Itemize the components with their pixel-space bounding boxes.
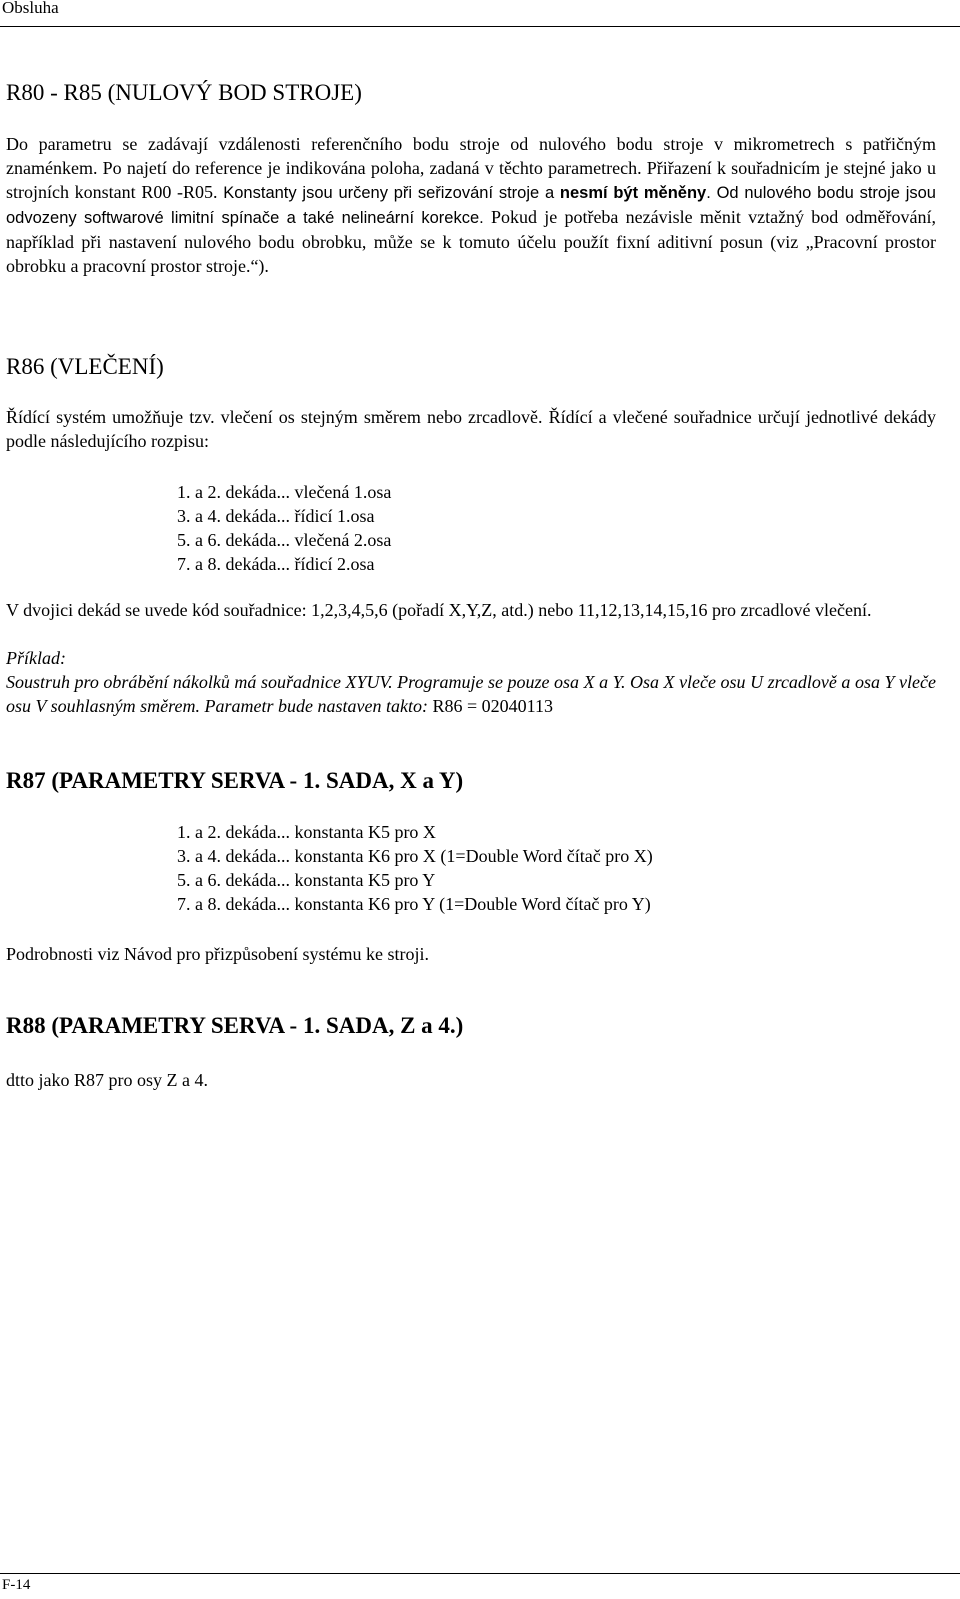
r86-decade-list: [177, 480, 391, 576]
r80-text-bold: nesmí být měněny: [559, 184, 707, 202]
list-item: 5. a 6. dekáda... vlečená 2.osa: [177, 530, 392, 550]
section-title-r86: R86 (VLEČENÍ): [6, 354, 164, 379]
section-title-r80: R80 - R85 (NULOVÝ BOD STROJE): [6, 80, 362, 105]
list-item: 1. a 2. dekáda... konstanta K5 pro X: [177, 822, 436, 842]
page-number: F-14: [2, 1577, 31, 1593]
example-paragraph: [6, 670, 936, 718]
footer-divider: [0, 1573, 960, 1574]
r88-paragraph: dtto jako R87 pro osy Z a 4.: [6, 1070, 208, 1090]
r80-text-a: Do parametru se zadávají vzdálenosti referenčního bodu stroje od nulového bodu stroje v mikrometrech s patřičným znaménkem. Po najetí do reference je indikována poloha, zadaná v těchto parametrech. Přiřazení k souřadnicím je stejné jako u strojních konstant R00 -R05.: [6, 134, 936, 202]
example-label: Příklad:: [6, 648, 66, 668]
r87-decade-list: [177, 820, 653, 916]
section-title-r87: R87 (PARAMETRY SERVA - 1. SADA, X a Y): [6, 768, 464, 793]
example-value: R86 = 02040113: [427, 696, 553, 716]
r87-paragraph: Podrobnosti viz Návod pro přizpůsobení systému ke stroji.: [6, 944, 429, 964]
list-item: 3. a 4. dekáda... konstanta K6 pro X (1=Double Word čítač pro X): [177, 846, 653, 866]
list-item: 3. a 4. dekáda... řídicí 1.osa: [177, 506, 375, 526]
r80-paragraph: [6, 132, 936, 278]
r80-text-d: Pokud je potřeba nezávisle měnit vztažný bod odměřování, například při nastavení nulového bodu obrobku, může se k tomuto účelu použít fixní aditivní posun (viz „Pracovní prostor obrobku a pracovní prostor stroje.“).: [6, 207, 937, 276]
r80-text-c: . Od nulového bodu stroje jsou odvozeny softwarové limitní spínače a také nelineární korekce.: [6, 184, 936, 227]
header-divider: [0, 26, 960, 27]
r86-paragraph: Řídící systém umožňuje tzv. vlečení os stejným směrem nebo zrcadlově. Řídící a vlečené souřadnice určují jednotlivé dekády podle následujícího rozpisu:: [6, 407, 936, 451]
list-item: 1. a 2. dekáda... vlečená 1.osa: [177, 482, 392, 502]
example-text: Soustruh pro obrábění nákolků má souřadnice XYUV. Programuje se pouze osa X a Y. Osa X vleče osu U zrcadlově a osa Y vleče osu V souhlasným směrem. Parametr bude nastaven takto:: [6, 672, 936, 716]
list-item: 7. a 8. dekáda... konstanta K6 pro Y (1=Double Word čítač pro Y): [177, 894, 651, 914]
running-header: Obsluha: [2, 0, 59, 17]
r86-paragraph-2: V dvojici dekád se uvede kód souřadnice: 1,2,3,4,5,6 (pořadí X,Y,Z, atd.) nebo 11,12,13,14,15,16 pro zrcadlové vlečení.: [6, 600, 872, 620]
section-title-r88: R88 (PARAMETRY SERVA - 1. SADA, Z a 4.): [6, 1013, 464, 1038]
list-item: 5. a 6. dekáda... konstanta K5 pro Y: [177, 870, 436, 890]
list-item: 7. a 8. dekáda... řídicí 2.osa: [177, 554, 375, 574]
r80-text-b: Konstanty jsou určeny při seřizování stroje a: [223, 184, 560, 202]
